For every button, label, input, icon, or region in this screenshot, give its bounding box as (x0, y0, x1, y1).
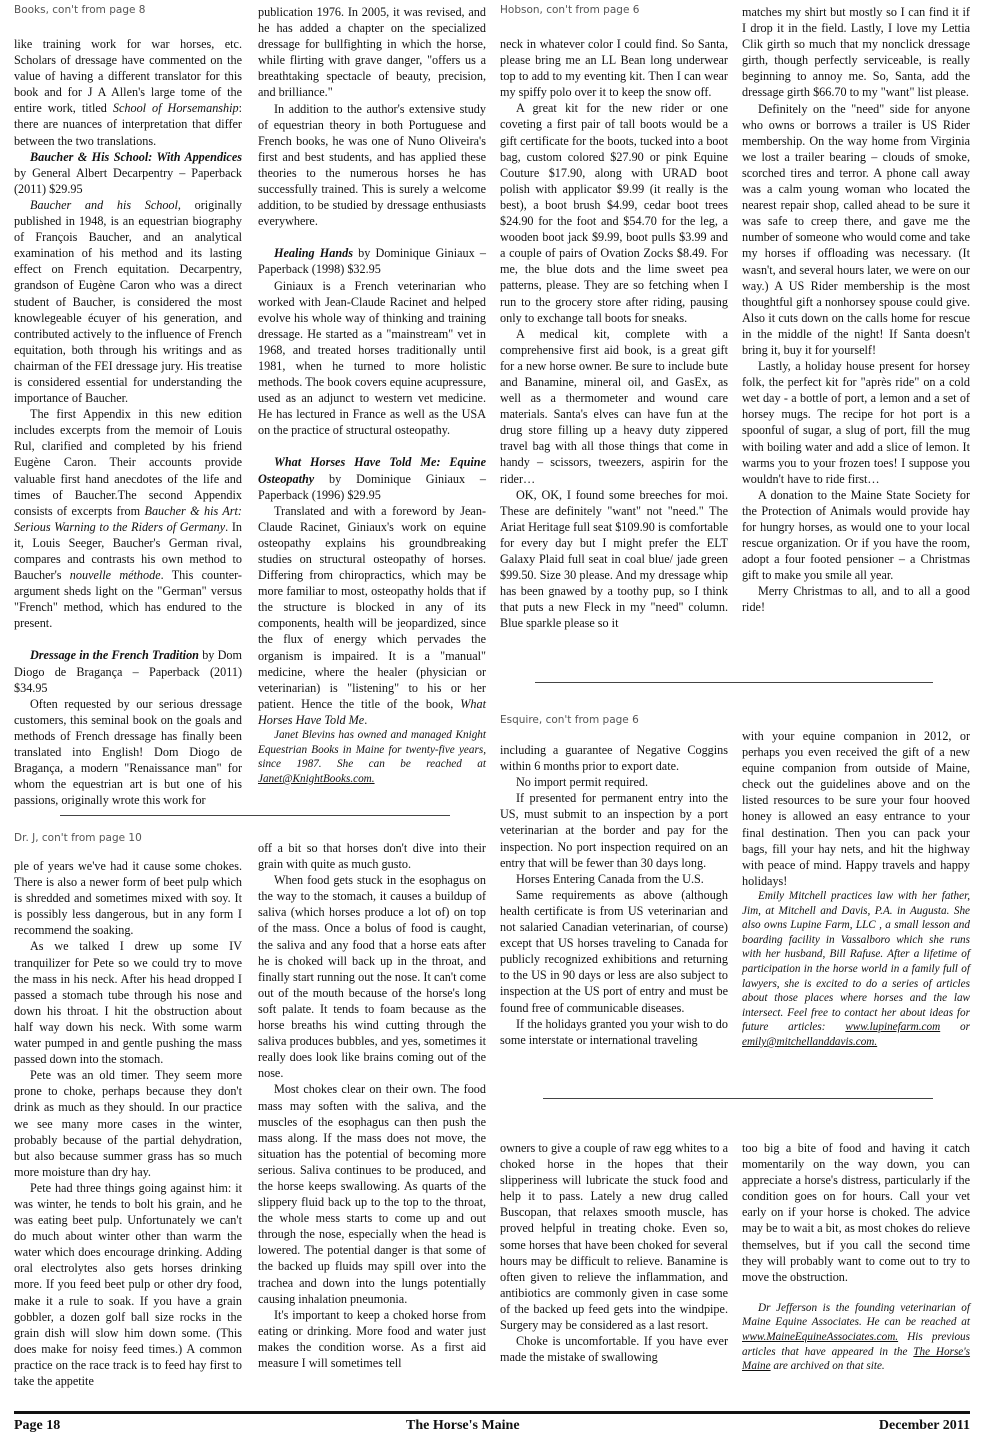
paragraph: publication 1976. In 2005, it was revised, and he has added a chapter on the specialized dressage for bullfighting in which the horse, while flirting with grave danger, "offers us a breathtaking spectacle of beauty, precision, and brilliance." (258, 5, 486, 100)
paragraph: neck in whatever color I could find. So Santa, please bring me an LL Bean long underwear top to add to my eventing kit. Then I can wear my spiffy polo over it to keep the snow off. (500, 37, 728, 100)
paragraph: off a bit so that horses don't dive into their grain with quite as much gusto. (258, 841, 486, 872)
drj-column-2 (258, 840, 486, 1404)
paragraph: As we talked I drew up some IV tranquilizer for Pete so we could try to move the mass in his neck. After his head dropped I passed a stomach tube through his nose and down his throat. I hit the obstruction about half way down his neck. With some warm water pumped in and gentle pushing the mass passed down into the stomach. (14, 939, 242, 1067)
paragraph: Pete was an old timer. They seem more prone to choke, perhaps because they don't drink as much as they should. In our practice we see many more cases in the winter, probably because of the partial dehydration, but also because summer grass has so much more moisture than dry hay. (14, 1068, 242, 1179)
drj-column-3 (500, 1140, 728, 1404)
books-column-2 (258, 4, 486, 794)
paragraph: owners to give a couple of raw egg whites to a choked horse in the hopes that their slipperiness will lubricate the stuck food and help it to pass. Lately a new drug called Buscopan, that relaxes smooth muscle, has proved helpful in treating choke. Even so, some horses that have been choked for several hours may be difficult to relieve. Banamine is often given to relieve the inflammation, and antibiotics are commonly given in case some of the backed up feed gets into the windpipe. Surgery may be considered as a last resort. (500, 1141, 728, 1333)
paragraph: Baucher and his School, originally published in 1948, is an equestrian biography of François Baucher, and an analytical examination of his method and its lasting effect on French equitation. Decarpentry, grandson of Eugène Caron who was a direct student of Baucher, is considered the most knowlegeable écuyer of his generation, and contributed actively to the influence of French equitation, both through his writings and as chairman of the FEI dressage jury. His treatise is considered essential for understanding the importance of Baucher. (14, 197, 243, 406)
books-column-1 (14, 36, 243, 808)
paragraph: with your equine companion in 2012, or perhaps you even received the gift of a new equine companion from outside of Maine, check out the guidelines above and on the listed resources to be sure your four hooved honey is allowed an easy entrance to your final destination. Then you can pack your bags, fill your hay nets, and hit the highway with peace of mind. Happy travels and happy holidays! (742, 729, 970, 888)
paragraph: including a guarantee of Negative Coggins within 6 months prior to export date. (500, 743, 728, 774)
author-bio-jefferson: Dr Jefferson is the founding veterinarian of Maine Equine Associates. He can be reached at www.MaineEquineAssociates.com. His previous articles that have appeared in the The Horse's Maine are archived on that site. (742, 1301, 971, 1373)
drj-column-4 (742, 1140, 970, 1404)
paragraph: OK, OK, I found some breeches for moi. These are definitely "want" not "need." The Ariat Heritage full seat $109.90 is comfortable for every day but I might prefer the ELT Galaxy Plaid full seat in coal blue/ jade green $99.50. Size 30 please. And my dressage whip has been gnawed by a toothy pup, so I think that puts a new Fleck in my "need" column. Blue sparkle please so it (500, 487, 728, 631)
paragraph: ple of years we've had it cause some chokes. There is also a newer form of beet pulp which is shredded and sometimes mixed with soy. It is possibly less dangerous, but in any form I recommend the soaking. (14, 859, 242, 938)
books-continuation-label: Books, con't from page 8 (14, 4, 146, 16)
paragraph: Translated and with a foreword by Jean-Claude Racinet, Giniaux's work on equine osteopathy explains his groundbreaking studies on structural osteopathy of horses. Differing from chiropractics, which may be more familiar to most, osteopathy holds that if the structure is blocked in any of its components, health will be jeopardized, since the flux of energy which pervades the organism is impaired. It is a "manual" medicine, where the healer (physician or veterinarian) is "listening" to his or her patient. Hence the title of the book, What Horses Have Told Me. (258, 503, 486, 727)
paragraph: When food gets stuck in the esophagus on the way to the stomach, it causes a buildup of saliva (which horses produce a lot of) on top of the mass. Once a bolus of food is caught, the saliva and any food that a horse eats after he is choked will back up in the throat, and finally start running out the nose. It can't come out of the mouth because of the horse's long soft palate. It tends to foam because as the horse breaths his wind cutting through the saliva produces bubbles, and yes, sometimes it really does look like brains coming out of the nose. (258, 873, 486, 1081)
paragraph: Merry Christmas to all, and to all a good ride! (742, 584, 970, 615)
esquire-continuation-label: Esquire, con't from page 6 (500, 714, 639, 726)
drj-continuation-label: Dr. J, con't from page 10 (14, 832, 142, 844)
book-title-baucher-school: Baucher & His School: With Appendices by General Albert Decarpentry – Paperback (2011) $29.95 (14, 149, 242, 196)
esquire-column-4 (742, 728, 970, 1062)
paragraph: matches my shirt but mostly so I can find it if I drop it in the field. Lastly, I love my Lettia Clik girth so much that my nonclick dressage girth, though perfectly serviceable, is really beginning to annoy me. So, Santa, add the dressage girth $66.70 to my "want" list please. (742, 5, 970, 100)
paragraph: Pete had three things going against him: it was winter, he tends to bolt his grain, and he was eating beet pulp. Unfortunately we can't do much about winter other than warm the water which does encourage drinking. Adding oral electrolytes also gets horses drinking more. If you feed beet pulp or other dry food, make it a rule to soak. If you have a grain gobbler, a dozen golf ball size rocks in the grain dish will slow him down some. (This does make for noisy feed times.) A common practice on the race track is to feed hay first to take the appetite (14, 1180, 242, 1388)
drj-column-1 (14, 858, 242, 1404)
section-divider (535, 682, 933, 683)
paragraph: If the holidays granted you your wish to do some interstate or international traveling (500, 1016, 728, 1047)
book-title-dressage-french-tradition: Dressage in the French Tradition by Dom Diogo de Bragança – Paperback (2011) $34.95 (14, 648, 242, 695)
paragraph: A medical kit, complete with a comprehensive first aid book, is a great gift for a new horse owner. Be sure to include bute and Banamine, mineral oil, and GasEx, as well as a thermometer and wound care materials. Santa's elves can have fun at the drug store filling up a heavy duty zippered travel bag with all those things that come in handy – scissors, tweezers, aspirin for the rider… (500, 326, 728, 486)
paragraph: Often requested by our serious dressage customers, this seminal book on the goals and methods of French dressage has finally been translated into English! Dom Diogo de Bragança, a modern "Renaissance man" for whom the equestrian art is but one of his passions, originally wrote this work for (14, 696, 242, 808)
paragraph: Same requirements as above (although health certificate is from US veterinarian and not salaried Canadian veterinarian, of course) except that US horses traveling to Canada for publicly recognized exhibitions and returning to the US in 90 days or less are also subject to inspection at the US port of entry and must be found free of communicable diseases. (500, 887, 728, 1015)
paragraph: Choke is uncomfortable. If you have ever made the mistake of swallowing (500, 1334, 728, 1365)
page-footer (14, 1411, 970, 1433)
paragraph: Most chokes clear on their own. The food mass may soften with the saliva, and the muscles of the esophagus can then push the mass along. If the mass does not move, the situation has the potential of becoming more serious. Saliva continues to be produced, and the horse keeps swallowing. As quarts of the slippery fluid back up to the top to the throat, the whole mess starts to come up and out through the nose, especially when the head is lowered. The potential danger is that some of the backed up fluids may spill over into the trachea and down into the lungs potentially causing inhalation pneumonia. (258, 1082, 486, 1306)
paragraph: Definitely on the "need" side for anyone who owns or borrows a trailer is US Rider membership. On the way home from Virginia we lost a trailer bearing – clouds of smoke, scorched tires and terror. A phone call away was a calm young woman who located the nearest repair shop, called ahead to be sure it was safe to creep there, and gave me the number of someone who would come and take my horses if offloading was necessary. (It wasn't, and several hours later, we were on our way.) A US Rider membership is the most thoughtful gift a nonhorsey spouse could give. Also it cuts down on the calls home for rescue in the middle of the night! If Santa doesn't bring it, buy it for yourself! (742, 101, 970, 357)
paragraph: Lastly, a holiday house present for horsey folk, the perfect kit for "après ride" on a cold wet day - a bottle of port, a lemon and a set of horsey mugs. The recipe for hot port is a spoonful of sugar, a slug of port, fill the mug with boiling water and add a slice of lemon. It warms you to your frozen toes! I suppose you wouldn't have to ride first… (742, 359, 970, 486)
paragraph: Giniaux is a French veterinarian who worked with Jean-Claude Racinet and helped evolve his whole way of thinking and training dressage. He started as a "mainstream" vet in 1968, and treated horses traditionally until 1981, when he turned to more holistic methods. The book covers equine acupressure, used as an adjunct to western vet medicine. He has lectured in France as well as the USA on the practice of structural osteopathy. (258, 278, 486, 438)
book-title-what-horses-told-me: What Horses Have Told Me: Equine Osteopathy by Dominique Giniaux – Paperback (1996) $29.95 (258, 455, 486, 502)
paragraph: like training work for war horses, etc. Scholars of dressage have commented on the value of having a different translator for this book and for J A Allen's large tome of the entire work, titled School of Horsemanship: there are nuances of interpretation that differ between the two translations. (14, 37, 242, 148)
paragraph: In addition to the author's extensive study of equestrian theory in both Portuguese and French books, he was one of Nuno Oliveira's first and best students, and has applied these theories to the numerous horses he has successfully trained. This is surely a welcome addition, to be studied by dressage enthusiasts everywhere. (258, 101, 486, 229)
paragraph: If presented for permanent entry into the US, must submit to an inspection by a port veterinarian at the border and pay for the inspection. No port inspection required on an entry that will be fewer than 30 days long. (500, 791, 728, 870)
hobson-continuation-label: Hobson, con't from page 6 (500, 4, 640, 16)
paragraph: Horses Entering Canada from the U.S. (516, 871, 704, 886)
paragraph: too big a bite of food and having it catch momentarily on the way down, you can appreciate a horse's distress, particularly if the condition goes on for hours. Call your vet early on if your horse is choked. The advice may be to wait a bit, as most chokes do relieve themselves, but if you call the second time they will probably want to come out to try to move the obstruction. (742, 1141, 970, 1284)
publication-name: The Horse's Maine (406, 1418, 520, 1433)
issue-date: December 2011 (878, 1418, 970, 1433)
section-divider (60, 815, 450, 816)
paragraph: A donation to the Maine State Society for the Protection of Animals would provide hay for hungry horses, as would one to your local rescue organization. Or if you have the room, adopt a four footed pensioner – a Christmas gift to make you smile all year. (742, 487, 970, 583)
hobson-column-4 (742, 4, 970, 646)
paragraph: It's important to keep a choked horse from eating or drinking. More food and water just makes the condition worse. As a first aid measure I will sometimes tell (258, 1307, 486, 1370)
author-bio-mitchell: Emily Mitchell practices law with her father, Jim, at Mitchell and Davis, P.A. in Augusta. She also owns Lupine Farm, LLC , a small lesson and boarding facility in Vassalboro which she runs with her husband, Bill Rafuse. After a lifetime of participation in the horse world in a family full of lawyers, she is excited to do a series of articles about those places where horses and the law intersect. Feel free to contact her about ideas for future articles: www.lupinefarm.com or emily@mitchellanddavis.com. (742, 889, 971, 1048)
section-divider (543, 1098, 933, 1099)
paragraph: A great kit for the new rider or one coveting a first pair of tall boots would be a gift certificate for the boots, tucked into a boot bag, custom colored $27.90 or pink Equine Couture $17.90, along with URAD boot polish with applicator $9.99 (it really is the best), a boot brush $4.99, cedar boot trees $24.90 for the foot and $54.70 for the leg, a wooden boot jack $9.99, boot pulls $3.99 and a couple of pairs of Ovation Zocks $8.49. For me, the blue dots and the lime sweet pea patterns, please. They are so fetching when I run to the grocery store after riding, pausing only to exchange tall boots for sneaks. (500, 101, 728, 325)
page-number: Page 18 (14, 1418, 61, 1433)
esquire-column-3 (500, 742, 728, 1062)
paragraph: The first Appendix in this new edition includes excerpts from the memoir of Louis Rul, clarified and completed by his friend Eugène Caron. Their accounts provide valuable first hand anecdotes of the life and times of Baucher.The second Appendix consists of excerpts from Baucher & his Art: Serious Warning to the Riders of Germany. In it, Louis Seeger, Baucher's German rival, compares and contrasts his own method to Baucher's nouvelle méthode. This counter-argument sheds light on the "German" versus "French" method, which has endured to the present. (14, 407, 242, 631)
author-bio-blevins: Janet Blevins has owned and managed Knight Equestrian Books in Maine for twenty-five years, since 1987. She can be reached at Janet@KnightBooks.com. (258, 729, 486, 785)
paragraph: No import permit required. (516, 775, 648, 790)
hobson-column-3 (500, 36, 728, 668)
book-title-healing-hands: Healing Hands by Dominique Giniaux – Paperback (1998) $32.95 (258, 246, 486, 277)
